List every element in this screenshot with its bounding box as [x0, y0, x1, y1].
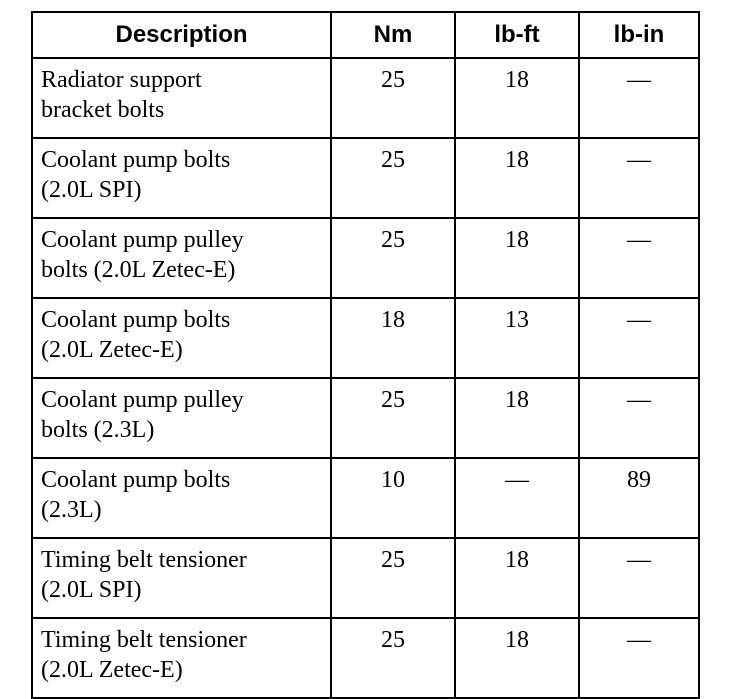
torque-specifications-table	[31, 11, 700, 699]
description-cell: Coolant pump bolts (2.3L)	[32, 458, 331, 538]
table-row	[32, 378, 699, 458]
lb-in-cell: —	[579, 378, 699, 458]
nm-cell: 25	[331, 58, 455, 138]
table-header-row	[32, 12, 699, 58]
lb-ft-cell: 18	[455, 378, 579, 458]
lb-ft-cell: 18	[455, 618, 579, 698]
description-cell: Coolant pump bolts (2.0L SPI)	[32, 138, 331, 218]
lb-in-cell: —	[579, 58, 699, 138]
lb-ft-cell: 18	[455, 58, 579, 138]
header-nm: Nm	[331, 12, 455, 58]
lb-ft-cell: 18	[455, 218, 579, 298]
description-cell: Timing belt tensioner (2.0L Zetec-E)	[32, 618, 331, 698]
table-row	[32, 618, 699, 698]
lb-in-cell: —	[579, 538, 699, 618]
lb-ft-cell: 13	[455, 298, 579, 378]
header-lb-in: lb-in	[579, 12, 699, 58]
table-row	[32, 538, 699, 618]
table-row	[32, 218, 699, 298]
description-cell: Coolant pump bolts (2.0L Zetec-E)	[32, 298, 331, 378]
header-description: Description	[32, 12, 331, 58]
lb-in-cell: —	[579, 138, 699, 218]
lb-in-cell: —	[579, 618, 699, 698]
table-row	[32, 58, 699, 138]
description-cell: Coolant pump pulley bolts (2.3L)	[32, 378, 331, 458]
nm-cell: 25	[331, 618, 455, 698]
nm-cell: 25	[331, 138, 455, 218]
table-row	[32, 458, 699, 538]
table-row	[32, 138, 699, 218]
lb-in-cell: —	[579, 218, 699, 298]
lb-ft-cell: —	[455, 458, 579, 538]
lb-in-cell: 89	[579, 458, 699, 538]
description-cell: Radiator support bracket bolts	[32, 58, 331, 138]
nm-cell: 25	[331, 218, 455, 298]
nm-cell: 25	[331, 538, 455, 618]
header-lb-ft: lb-ft	[455, 12, 579, 58]
nm-cell: 18	[331, 298, 455, 378]
lb-ft-cell: 18	[455, 538, 579, 618]
nm-cell: 25	[331, 378, 455, 458]
table-row	[32, 298, 699, 378]
lb-in-cell: —	[579, 298, 699, 378]
description-cell: Coolant pump pulley bolts (2.0L Zetec-E)	[32, 218, 331, 298]
nm-cell: 10	[331, 458, 455, 538]
description-cell: Timing belt tensioner (2.0L SPI)	[32, 538, 331, 618]
lb-ft-cell: 18	[455, 138, 579, 218]
